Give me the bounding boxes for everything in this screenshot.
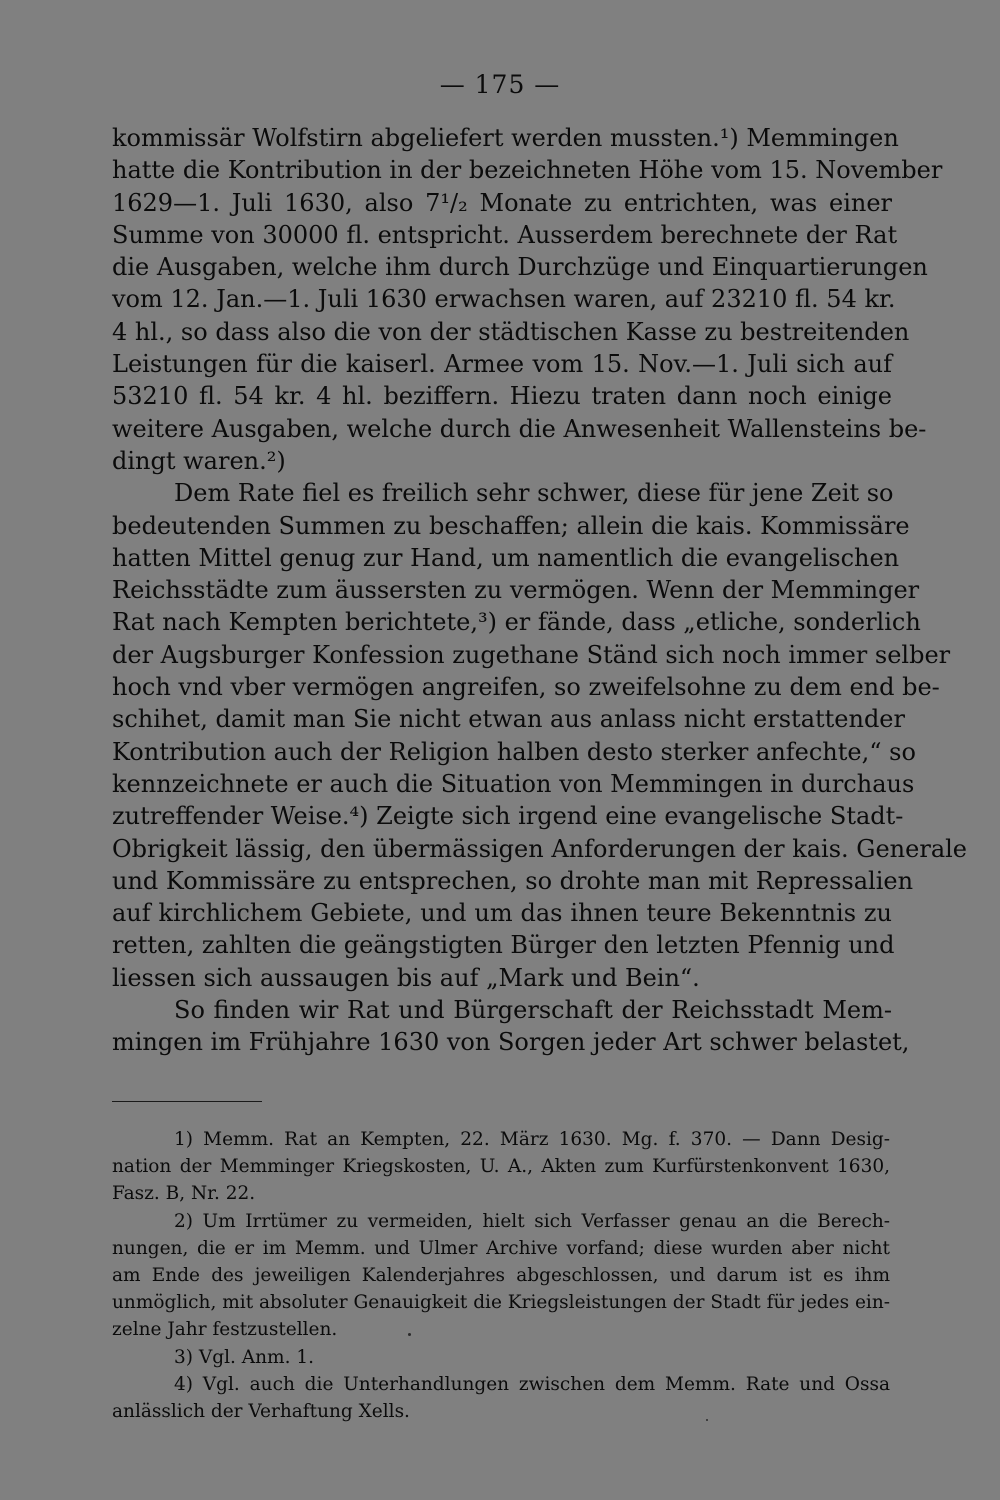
page-number: — 175 — bbox=[439, 70, 561, 99]
print-speck bbox=[408, 1333, 411, 1336]
footnote-line: nungen, die er im Memm. und Ulmer Archive vorfand; diese wurden aber nicht bbox=[112, 1237, 890, 1259]
text-line: 53210 fl. 54 kr. 4 hl. beziffern. Hiezu traten dann noch einige bbox=[112, 382, 892, 411]
text-line: Reichsstädte zum äussersten zu vermögen. Wenn der Memminger bbox=[112, 576, 920, 605]
text-line: hoch vnd vber vermögen angreifen, so zweifelsohne zu dem end be- bbox=[112, 673, 940, 702]
footnote-line: Fasz. B, Nr. 22. bbox=[112, 1183, 256, 1205]
text-line: dingt waren.²) bbox=[112, 446, 286, 475]
text-line: retten, zahlten die geängstigten Bürger den letzten Pfennig und bbox=[112, 931, 895, 960]
text-line: Summe von 30000 fl. entspricht. Ausserdem berechnete der Rat bbox=[112, 220, 898, 249]
text-line: Obrigkeit lässig, den übermässigen Anforderungen der kais. Generale bbox=[112, 834, 967, 863]
text-line: auf kirchlichem Gebiete, und um das ihnen teure Bekenntnis zu bbox=[112, 899, 892, 928]
text-line: schihet, damit man Sie nicht etwan aus anlass nicht erstattender bbox=[112, 705, 905, 734]
text-line: liessen sich aussaugen bis auf „Mark und Bein“. bbox=[112, 963, 700, 992]
footnote-line: zelne Jahr festzustellen. bbox=[112, 1319, 338, 1341]
text-line: 1629—1. Juli 1630, also 7¹/₂ Monate zu entrichten, was einer bbox=[112, 188, 892, 217]
text-line: hatten Mittel genug zur Hand, um namentlich die evangelischen bbox=[112, 543, 900, 572]
text-line: die Ausgaben, welche ihm durch Durchzüge und Einquartierungen bbox=[112, 253, 928, 282]
paragraph-start-line: So finden wir Rat und Bürgerschaft der Reichsstadt Mem- bbox=[174, 996, 892, 1025]
footnote-line: am Ende des jeweiligen Kalenderjahres abgeschlossen, und darum ist es ihm bbox=[112, 1264, 890, 1286]
footnote-line: 2) Um Irrtümer zu vermeiden, hielt sich Verfasser genau an die Berech- bbox=[174, 1210, 890, 1232]
text-line: Kontribution auch der Religion halben desto sterker anfechte,“ so bbox=[112, 737, 916, 766]
text-line: und Kommissäre zu entsprechen, so drohte man mit Repressalien bbox=[112, 866, 914, 895]
print-speck bbox=[706, 1419, 708, 1421]
text-line: hatte die Kontribution in der bezeichneten Höhe vom 15. November bbox=[112, 156, 943, 185]
text-line: Rat nach Kempten berichtete,³) er fände, dass „etliche, sonderlich bbox=[112, 608, 921, 637]
footnote-line: 3) Vgl. Anm. 1. bbox=[174, 1346, 314, 1368]
text-line: mingen im Frühjahre 1630 von Sorgen jeder Art schwer belastet, bbox=[112, 1028, 910, 1057]
footnote-divider bbox=[112, 1101, 262, 1102]
text-line: weitere Ausgaben, welche durch die Anwesenheit Wallensteins be- bbox=[112, 414, 927, 443]
footnote-line: nation der Memminger Kriegskosten, U. A., Akten zum Kurfürstenkonvent 1630, bbox=[112, 1156, 890, 1178]
text-line: Leistungen für die kaiserl. Armee vom 15. Nov.—1. Juli sich auf bbox=[112, 350, 892, 379]
footnote-line: anlässlich der Verhaftung Xells. bbox=[112, 1400, 410, 1422]
text-line: bedeutenden Summen zu beschaffen; allein die kais. Kommissäre bbox=[112, 511, 910, 540]
footnotes-block bbox=[112, 1126, 890, 1425]
text-line: zutreffender Weise.⁴) Zeigte sich irgend eine evangelische Stadt- bbox=[112, 802, 904, 831]
text-line: 4 hl., so dass also die von der städtischen Kasse zu bestreitenden bbox=[112, 317, 910, 346]
footnote-line: 1) Memm. Rat an Kempten, 22. März 1630. Mg. f. 370. — Dann Desig- bbox=[174, 1129, 890, 1150]
text-line: vom 12. Jan.—1. Juli 1630 erwachsen waren, auf 23210 fl. 54 kr. bbox=[112, 285, 896, 314]
text-line: kennzeichnete er auch die Situation von Memmingen in durchaus bbox=[112, 769, 915, 798]
footnote-line: unmöglich, mit absoluter Genauigkeit die Kriegsleistungen der Stadt für jedes ein- bbox=[112, 1292, 890, 1314]
paragraph-start-line: Dem Rate fiel es freilich sehr schwer, diese für jene Zeit so bbox=[174, 479, 894, 508]
text-line: kommissär Wolfstirn abgeliefert werden mussten.¹) Memmingen bbox=[112, 124, 899, 152]
text-line: der Augsburger Konfession zugethane Ständ sich noch immer selber bbox=[112, 640, 951, 669]
footnote-line: 4) Vgl. auch die Unterhandlungen zwischen dem Memm. Rate und Ossa bbox=[174, 1373, 890, 1395]
main-text-block bbox=[112, 122, 967, 1059]
